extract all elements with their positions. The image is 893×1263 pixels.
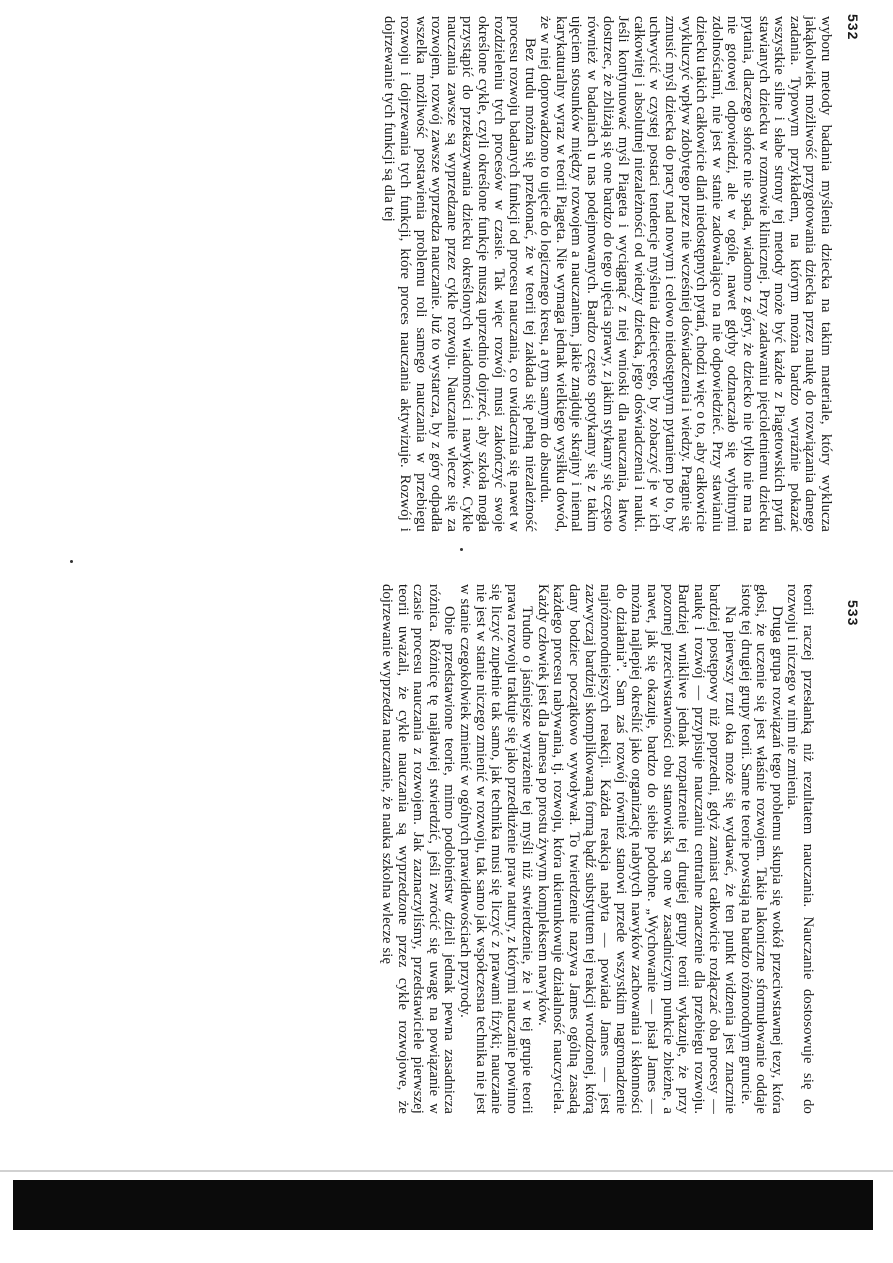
paragraph: Druga grupa rozwiązań tego problemu skupia się wokół przeciwstawnej tezy, która głosi, że uczenie się jest właśnie rozwojem. Takie lakoniczne sformułowanie oddaje istotę tej drugiej grupy teorii. Same te teorie powstają na bardzo różnorodnym gruncie. (737, 584, 785, 1114)
scan-speck (70, 560, 73, 563)
scan-speck (460, 548, 463, 551)
paragraph: Bez trudu można się przekonać, że w teorii tej zakłada się pełną niezależność procesu rozwoju badanych funkcji od procesu nauczania, co uwidacznia się nawet w rozdzieleniu tych procesów w czasie. Tak więc rozwój musi zakończyć swoje określone cykle, czyli określone funkcje muszą uprzednio dojrzeć, aby szkoła mogła przystąpić do przekazywania dziecku określonych wiadomości i nawyków. Cykle nauczania zawsze są wyprzedzane przez cykle rozwoju. Nauczanie wlecze się za rozwojem, rozwój zawsze wyprzedza nauczanie. Już to wystarcza, by z góry odpadła wszelka możliwość postawienia problemu roli samego nauczania w przebiegu rozwoju i dojrzewania tych funkcji, które proces nauczania aktywizuje. Rozwój i dojrzewanie tych funkcji są dla tej (381, 16, 538, 532)
scan-dark-border (13, 1180, 873, 1230)
right-page-number: 533 (845, 600, 861, 627)
left-page-number: 532 (845, 14, 861, 41)
left-text-column (43, 16, 833, 532)
right-text-column (25, 584, 815, 1114)
paragraph: Na pierwszy rzut oka może się wydawać, że ten punkt widzenia jest znacznie bardziej postępowy niż poprzedni, gdyż zamiast całkowicie rozłączać oba procesy — naukę i rozwój — przypisuje nauczaniu centralne znaczenie dla przebiegu rozwoju. Bardziej wnikliwe jednak rozpatrzenie tej drugiej grupy teorii wykazuje, że przy pozornej przeciwstawności obu stanowisk są one w zasadniczym punkcie zbieżne, a nawet, jak się okazuje, bardzo do siebie podobne. „Wychowanie — pisał James — można najlepiej określić jako organizację nabytych nawyków zachowania i skłonności do działania”. Sam zaś rozwój również stanowi przede wszystkim nagromadzenie najróżnorodniejszych reakcji. Każda reakcja nabyta — powiada James — jest zazwyczaj bardziej skomplikowaną formą bądź substytutem tej reakcji wrodzonej, którą dany bodziec początkowo wywoływał. To twierdzenie nazywa James ogólną zasadą każdego procesu nabywania, tj. rozwoju, która ukierunkowuje działalność nauczyciela. Każdy człowiek jest dla Jamesa po prostu żywym kompleksem nawyków. (534, 584, 739, 1114)
paragraph: Trudno o jaśniejsze wyrażenie tej myśli niż stwierdzenie, że i w tej grupie teorii prawa rozwoju traktuje się jako przedłużenie praw natury, z którymi nauczanie powinno się liczyć zupełnie tak samo, jak technika musi się liczyć z prawami fizyki; nauczanie nie jest w stanie niczego zmienić w rozwoju, tak samo jak współczesna technika nie jest w stanie czegokolwiek zmienić w ogólnych prawidłowościach przyrody. (456, 584, 536, 1114)
paragraph: wyboru metody badania myślenia dziecka na takim materiale, który wyklucza jakąkolwiek możliwość przygotowania dziecka przez naukę do rozwiązania danego zadania. Typowym przykładem, na którym można bardzo wyraźnie pokazać wszystkie silne i słabe strony tej metody może być każde z Piagetowskich pytań stawianych dziecku w rozmowie klinicznej. Przy zadawaniu pięcioletniemu dziecku pytania, dlaczego słońce nie spada, wiadomo z góry, że dziecko nie tylko nie ma na nie gotowej odpowiedzi, ale w ogóle, nawet gdyby odznaczało się wybitnymi zdolnościami, nie jest w stanie zadowalająco na nie odpowiedzieć. Przy stawianiu dziecku takich całkowicie dlań niedostępnych pytań, chodzi więc o to, aby całkowicie wykluczyć wpływ zdobytego przez nie wcześniej doświadczenia i wiedzy. Pragnie się zmusić myśl dziecka do pracy nad nowym i celowo niedostępnym pytaniem po to, by uchwycić w czystej postaci tendencje myślenia dziecięcego, by zobaczyć je w ich całkowitej i absolutnej niezależności od wiedzy dziecka, jego doświadczenia i nauki. Jeśli kontynuować myśl Piageta i wyciągnąć z niej wnioski dla nauczania, łatwo dostrzec, że zbliżają się one bardzo do tego ujęcia sprawy, z jakim stykamy się często również w badaniach u nas podejmowanych. Bardzo często spotykamy się z takim ujęciem stosunków między rozwojem a nauczaniem, jakie znajduje skrajny i niemal karykaturalny wyraz w teorii Piageta. Nie wymaga jednak wielkiego wysiłku dowód, że w niej doprowadzono to ujęcie do logicznego kresu, a tym samym do absurdu. (537, 16, 834, 532)
paragraph: teorii raczej przesłanką niż rezultatem nauczania. Nauczanie dostosowuje się do rozwoju i niczego w nim nie zmienia. (784, 584, 816, 1114)
paragraph: Obie przedstawione teorie, mimo podobieństw dzieli jednak pewna zasadnicza różnica. Różnicę tę najłatwiej stwierdzić, jeśli zwrócić się uwagę na powiązanie w czasie procesu nauczania z rozwojem. Jak zaznaczyliśmy, przedstawiciele pierwszej teorii uważali, że cykle nauczania są wyprzedzone przez cykle rozwojowe, że dojrzewanie wyprzedza nauczanie, że nauka szkolna wlecze się (378, 584, 458, 1114)
scan-edge-line (0, 1170, 893, 1172)
